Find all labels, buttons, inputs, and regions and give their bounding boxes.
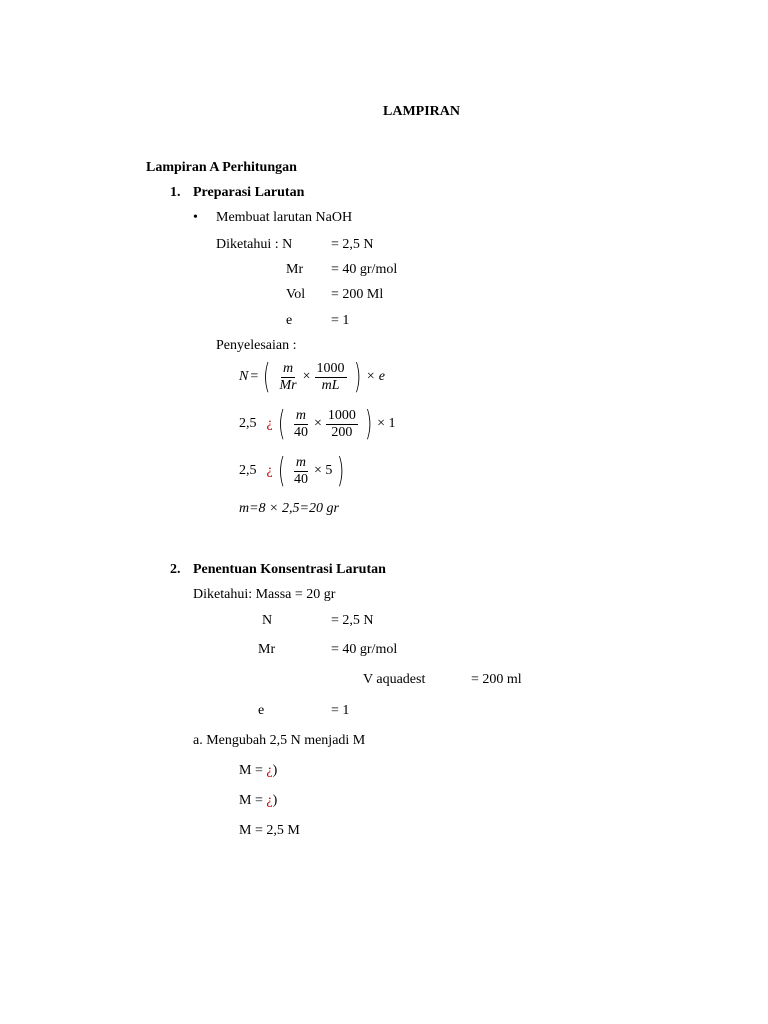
page-title: LAMPIRAN (383, 104, 460, 119)
m-line-2 (239, 792, 277, 810)
bullet-icon: • (193, 210, 198, 225)
item2-e-label: e (258, 703, 265, 718)
item1-heading: Preparasi Larutan (193, 185, 305, 200)
eq3-glyph: ¿ (266, 463, 273, 478)
eq3-frac1 (292, 455, 312, 488)
known-Vol-label: Vol (286, 287, 306, 302)
eq1-frac2 (315, 361, 349, 394)
eq3-paren-open: ( (277, 451, 285, 491)
known-e-label: e (286, 313, 293, 328)
m-line-2-suffix: ) (272, 793, 278, 808)
eq3-frac1-den: 40 (293, 471, 308, 487)
known-N-value: = 2,5 N (331, 237, 374, 252)
eq2-frac2 (326, 408, 360, 441)
eq1-tail: × e (365, 369, 385, 384)
m-line-3: M = 2,5 M (239, 823, 300, 838)
eq2-glyph: ¿ (266, 416, 273, 431)
eq2-frac2-num: 1000 (327, 407, 356, 423)
m-line-1 (239, 762, 277, 780)
m-line-1-glyph: ¿ (266, 763, 273, 778)
eq1-frac1-num: m (283, 360, 294, 376)
eq3-lhs: 2,5 (239, 463, 257, 478)
eq3-frac1-num: m (295, 454, 307, 470)
equation-3 (239, 451, 350, 491)
eq1-eqsign: = (250, 369, 259, 384)
eq3-paren-close: ) (337, 451, 345, 491)
eq3-tail: × 5 (313, 463, 333, 478)
item2-N-value: = 2,5 N (331, 613, 374, 628)
eq2-times: × (313, 416, 322, 431)
eq2-frac1 (292, 408, 312, 441)
item2-Mr-label: Mr (258, 642, 276, 657)
eq2-paren-close: ) (364, 404, 373, 444)
m-line-1-prefix: M = (239, 763, 267, 778)
eq2-frac1-num: m (295, 407, 307, 423)
item2-V-label: V aquadest (363, 672, 426, 687)
item2-V-value: = 200 ml (471, 672, 522, 687)
bullet-text: Membuat larutan NaOH (216, 210, 353, 225)
m-line-1-suffix: ) (272, 763, 278, 778)
eq1-frac2-num: 1000 (316, 360, 345, 376)
eq2-lhs: 2,5 (239, 416, 257, 431)
item2-known-label: Diketahui: Massa = 20 gr (193, 587, 336, 602)
eq1-paren-close: ) (353, 357, 361, 397)
item2-N-label: N (262, 613, 273, 628)
item2-number: 2. (170, 562, 181, 577)
item2-heading: Penentuan Konsentrasi Larutan (193, 562, 386, 577)
eq1-frac1 (278, 361, 301, 394)
eq2-frac2-den: 200 (331, 424, 353, 440)
known-e-value: = 1 (331, 313, 350, 328)
sub-a-heading: a. Mengubah 2,5 N menjadi M (193, 733, 366, 748)
eq1-lhs: N (239, 369, 249, 384)
solution-label: Penyelesaian : (216, 338, 297, 353)
m-line-2-glyph: ¿ (266, 793, 273, 808)
eq2-tail: × 1 (377, 416, 396, 431)
eq1-times: × (302, 369, 311, 384)
item2-e-value: = 1 (331, 703, 350, 718)
eq2-paren-open: ( (277, 404, 285, 444)
eq1-paren-open: ( (263, 357, 271, 397)
section-heading: Lampiran A Perhitungan (146, 160, 297, 175)
eq1-frac2-den: mL (321, 377, 340, 393)
known-Mr-label: Mr (286, 262, 304, 277)
item2-Mr-value: = 40 gr/mol (331, 642, 398, 657)
known-Vol-value: = 200 Ml (331, 287, 384, 302)
eq1-frac1-den: Mr (279, 377, 297, 393)
eq2-frac1-den: 40 (293, 424, 308, 440)
equation-1 (239, 357, 387, 397)
equation-4: m=8 × 2,5=20 gr (239, 501, 339, 516)
equation-2 (239, 404, 398, 444)
known-label: Diketahui : N (216, 237, 293, 252)
item1-number: 1. (170, 185, 181, 200)
known-Mr-value: = 40 gr/mol (331, 262, 398, 277)
m-line-2-prefix: M = (239, 793, 267, 808)
